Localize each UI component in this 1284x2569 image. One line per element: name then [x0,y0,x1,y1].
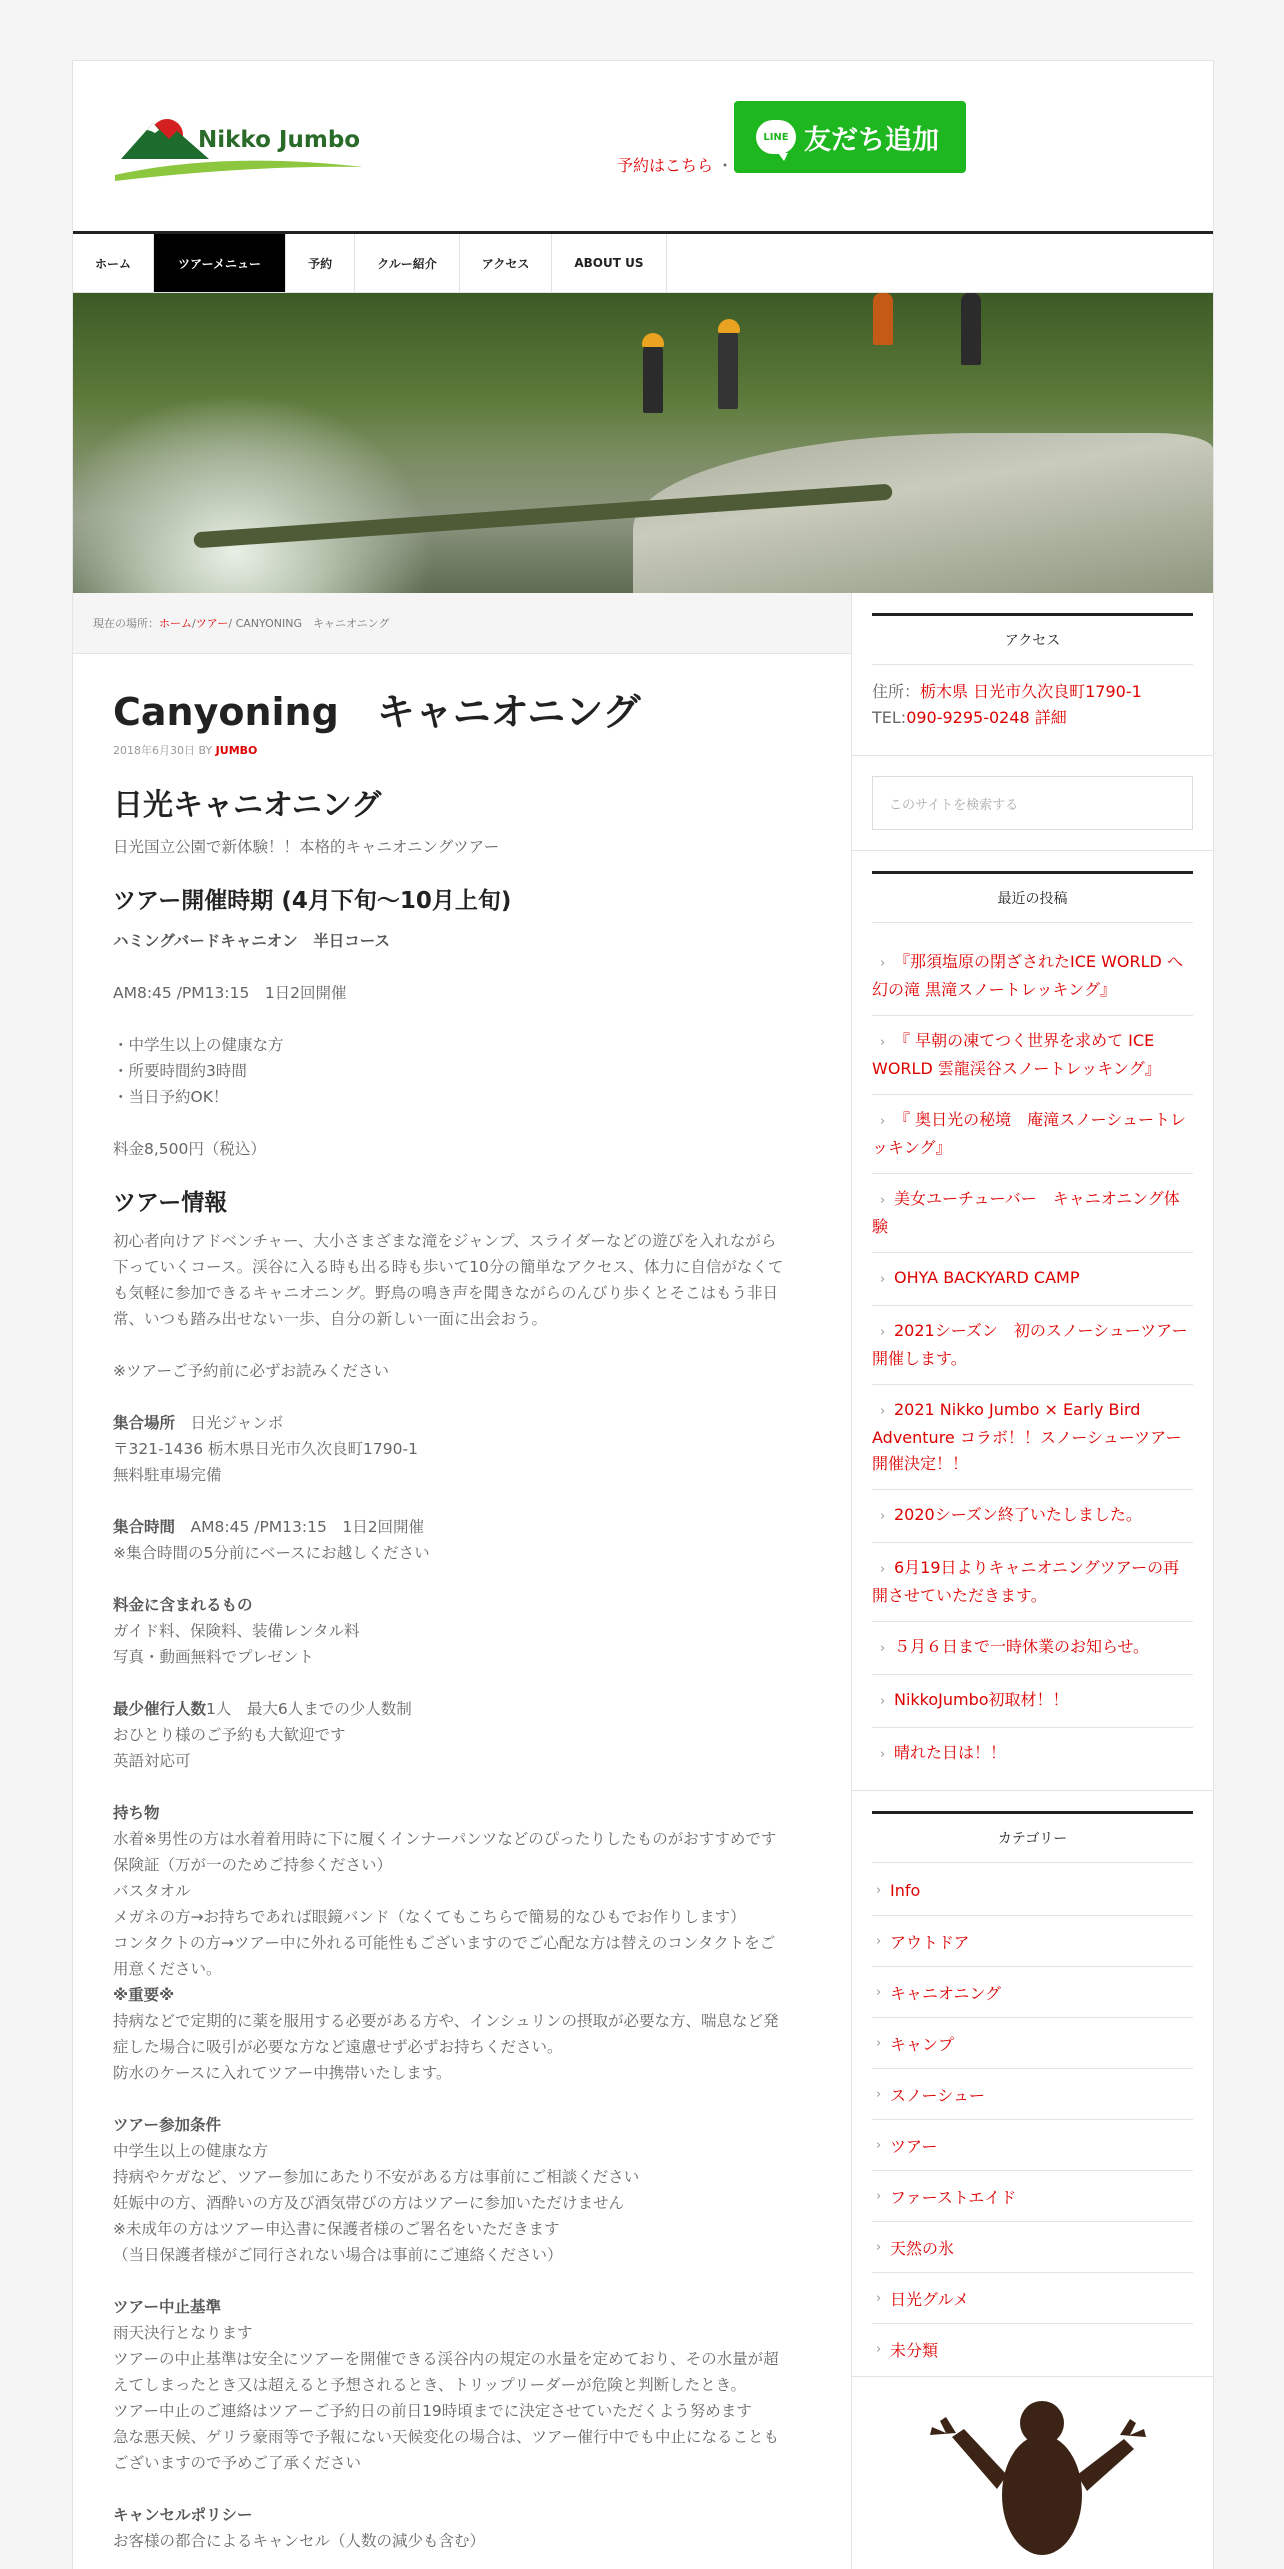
recent-post-title[interactable]: 2021シーズン 初のスノーシューツアー開催します。 [872,1321,1188,1368]
nav-item-home[interactable]: ホーム [73,234,154,292]
access-widget [852,593,1213,756]
hero-person [718,329,738,409]
chevron-right-icon: › [880,1562,886,1577]
tel-link[interactable]: 090-9295-0248 [906,708,1030,727]
meeting-place-line [113,1410,811,1436]
min-participants-line [113,1696,811,1722]
mascot-jumping-person-icon [852,2377,1213,2569]
cancel-criteria-text: 急な悪天候、ゲリラ豪雨等で予報にない天候変化の場合は、ツアー催行中でも中止になることも [113,2428,780,2446]
cancel-criteria-text: ツアーの中止基準は安全にツアーを開催できる渓谷内の規定の水量を定めており、その水量が超 [113,2350,779,2368]
course-name: ハミングバードキャニオン 半日コース [113,932,390,950]
nav-item-tour-menu[interactable]: ツアーメニュー [154,234,286,292]
cancel-criteria-label: ツアー中止基準 [113,2298,222,2316]
widget-title: アクセス [872,613,1193,665]
bring-text: 保険証（万が一のためご持参ください） [113,1856,393,1874]
category-label[interactable]: 未分類 [890,2340,939,2360]
recent-post-title[interactable]: 『 早朝の凍てつく世界を求めて ICE WORLD 雲龍渓谷スノートレッキング』 [872,1031,1161,1078]
chevron-right-icon: › [876,2188,882,2204]
cancel-criteria-text: えてしまったとき又は超えると予想されるとき、トリップリーダーが危険と判断したとき。 [113,2376,747,2394]
condition-text: ・当日予約OK！ [113,1088,229,1106]
access-tel [872,705,1193,731]
cancel-criteria-text: ございますので予めご了承ください [113,2454,362,2472]
nav-item-reservation[interactable]: 予約 [286,234,355,292]
cancel-policy-text: お客様の都合によるキャンセル（人数の減少も含む） [113,2532,486,2550]
hero-helmet [718,319,740,333]
recent-post-link[interactable] [872,1306,1193,1385]
important-label: ※重要※ [113,1986,175,2004]
sidebar [852,593,1213,2569]
meeting-time-label: 集合時間 [113,1518,176,1536]
recent-post-link[interactable] [872,1675,1193,1728]
section-heading: 日光キャニオニング [113,788,382,823]
description-text: 下っていくコース。渓谷に入る時も出る時も歩いて10分の簡単なアクセス、体力に自信がなくて [113,1258,784,1276]
access-address [872,679,1193,705]
recent-post-title[interactable]: OHYA BACKYARD CAMP [894,1268,1080,1287]
hero-image [73,293,1213,593]
recent-post-title[interactable]: 2021 Nikko Jumbo × Early Bird Adventure コラボ！！スノーシューツアー開催決定！！ [872,1400,1182,1473]
main-content [73,593,852,2569]
category-link[interactable] [872,1916,1193,1967]
chevron-right-icon: › [880,1272,886,1287]
page-wrapper [72,60,1214,2569]
hero-person [643,343,663,413]
hero-rocks [633,433,1213,593]
search-input[interactable]: このサイトを検索する [872,776,1193,830]
category-link[interactable] [872,2069,1193,2120]
chevron-right-icon: › [880,1747,886,1762]
category-link[interactable] [872,1865,1193,1916]
address-text: 〒321-1436 栃木県日光市久次良町1790-1 [113,1440,418,1458]
cancel-criteria-text: 雨天決行となります [113,2324,253,2342]
chevron-right-icon: › [880,1114,886,1129]
widget-title: 最近の投稿 [872,871,1193,923]
intro-text: 日光国立公園で新体験！！本格的キャニオニングツアー [113,838,500,856]
bring-text: コンタクトの方→ツアー中に外れる可能性もございますのでご心配な方は替えのコンタクトをご [113,1934,776,1952]
description-text: 常、いつも踏み出せない一歩、自分の新しい一面に出会おう。 [113,1310,548,1328]
condition-text: ・所要時間約3時間 [113,1062,247,1080]
chevron-right-icon: › [880,1641,886,1656]
reserve-separator: ・ [717,156,734,175]
category-label[interactable]: ツアー [890,2136,938,2156]
recent-post-link[interactable] [872,1253,1193,1306]
min-participants-text: 英語対応可 [113,1752,191,1770]
recent-post-link[interactable] [872,1728,1193,1780]
category-link[interactable] [872,1967,1193,2018]
description-text: も気軽に参加できるキャニオニング。野鳥の鳴き声を聞きながらのんびり歩くとそこはもう非日 [113,1284,778,1302]
breadcrumb-tour-link[interactable]: ツアー [195,617,229,630]
bring-text: バスタオル [113,1882,191,1900]
hero-person [961,293,981,365]
recent-post-link[interactable] [872,1622,1193,1675]
post-by: BY [198,744,213,757]
recent-post-title[interactable]: 『 奥日光の秘境 庵滝スノーシュートレッキング』 [872,1110,1186,1157]
address-label: 住所： [872,682,921,701]
category-link[interactable] [872,2120,1193,2171]
requirements-label: ツアー参加条件 [113,2116,222,2134]
bring-text: メガネの方→お持ちであれば眼鏡バンド（なくてもこちらで簡易的なひもでお作りします） [113,1908,746,1926]
recent-post-title[interactable]: 晴れた日は！！ [894,1743,1007,1762]
category-link[interactable] [872,2171,1193,2222]
article [73,654,851,2554]
bring-text: 用意ください。 [113,1960,222,1978]
min-participants-label: 最少催行人数 [113,1700,207,1718]
category-label[interactable]: Info [890,1880,921,1900]
site-header [73,61,1213,234]
important-text: 防水のケースに入れてツアー中携帯いたします。 [113,2064,452,2082]
recent-post-link[interactable] [872,1543,1193,1622]
chevron-right-icon: › [876,2290,882,2306]
category-link[interactable] [872,2018,1193,2069]
bring-text: 水着※男性の方は水着着用時に下に履くインナーパンツなどのぴったりしたものがおすすめです [113,1830,777,1848]
min-participants-value: 1人 最大6人までの少人数制 [206,1700,412,1718]
chevron-right-icon: › [880,1193,886,1208]
main-nav [73,234,1213,293]
condition-text: ・中学生以上の健康な方 [113,1036,284,1054]
meeting-time-line [113,1514,811,1540]
requirements-text: 持病やケガなど、ツアー参加にあたり不安がある方は事前にご相談ください [113,2168,640,2186]
included-text: ガイド料、保険料、装備レンタル料 [113,1622,360,1640]
recent-post-title[interactable]: 美女ユーチューバー キャニオニング体験 [872,1189,1180,1236]
breadcrumb-home-link[interactable]: ホーム [159,617,192,630]
nav-item-about[interactable]: ABOUT US [552,234,666,292]
requirements-text: 妊娠中の方、酒酔いの方及び酒気帯びの方はツアーに参加いただけません [113,2194,625,2212]
hero-waterfall [73,393,433,593]
breadcrumb [73,593,851,654]
recent-post-link[interactable] [872,1385,1193,1490]
chevron-right-icon: › [876,2239,882,2255]
chevron-right-icon: › [876,2137,882,2153]
breadcrumb-separator: / [192,616,196,630]
requirements-text: 中学生以上の健康な方 [113,2142,269,2160]
recent-post-title[interactable]: NikkoJumbo初取材！！ [894,1690,1069,1709]
post-meta [113,742,811,758]
included-label: 料金に含まれるもの [113,1596,253,1614]
requirements-text: ※未成年の方はツアー申込書に保護者様のご署名をいただきます [113,2220,560,2238]
categories-widget [852,1791,1213,2377]
address-link[interactable]: 栃木県 日光市久次良町1790-1 [920,682,1142,701]
nav-item-access[interactable]: アクセス [460,234,553,292]
category-label[interactable]: ファーストエイド [890,2187,1017,2207]
bring-label: 持ち物 [113,1804,160,1822]
min-participants-text: おひとり様のご予約も大歓迎です [113,1726,346,1744]
line-add-friend-button[interactable] [734,101,966,173]
meeting-place-value: 日光ジャンボ [175,1414,284,1432]
chevron-right-icon: › [876,1984,882,2000]
mascot-image [852,2377,1213,2569]
category-label[interactable]: キャニオニング [890,1983,1002,2003]
chevron-right-icon: › [876,2341,882,2357]
category-link[interactable] [872,2324,1193,2374]
chevron-right-icon: › [880,1035,886,1050]
meeting-time-value: AM8:45 /PM13:15 1日2回開催 [175,1518,425,1536]
post-author-link[interactable]: JUMBO [215,744,258,757]
line-button-label: 友だち追加 [804,124,939,156]
recent-posts-widget [852,851,1213,1791]
section-heading: ツアー開催時期 (4月下旬～10月上旬) [113,888,512,914]
cancel-criteria-text: ツアー中止のご連絡はツアーご予約日の前日19時頃までに決定させていただくよう努めます [113,2402,752,2420]
chevron-right-icon: › [876,1882,882,1898]
recent-post-link[interactable] [872,1490,1193,1543]
category-label[interactable]: 日光グルメ [890,2289,970,2309]
meeting-place-label: 集合場所 [113,1414,176,1432]
requirements-text: （当日保護者様がご同行されない場合は事前にご連絡ください） [113,2246,563,2264]
chevron-right-icon: › [880,1509,886,1524]
category-label[interactable]: アウトドア [890,1932,970,1952]
recent-post-link[interactable] [872,1174,1193,1253]
category-link[interactable] [872,2222,1193,2273]
breadcrumb-current: / CANYONING キャニオニング [228,617,390,630]
chevron-right-icon: › [880,956,886,971]
site-logo[interactable] [113,113,363,191]
notice-text: ※ツアーご予約前に必ずお読みください [113,1362,390,1380]
important-text: 症した場合に吸引が必要な方など遠慮せず必ずお持ちください。 [113,2038,563,2056]
chevron-right-icon: › [876,1933,882,1949]
description-text: 初心者向けアドベンチャー、大小さまざまな滝をジャンプ、スライダーなどの遊びを入れながら [113,1232,777,1250]
chevron-right-icon: › [876,2086,882,2102]
reserve-area [617,153,733,176]
post-date: 2018年6月30日 [113,744,195,757]
cancel-policy-label: キャンセルポリシー [113,2506,253,2524]
recent-post-title[interactable]: ５月６日まで一時休業のお知らせ。 [894,1637,1150,1656]
category-link[interactable] [872,2273,1193,2324]
nav-item-crew[interactable]: クルー紹介 [355,234,460,292]
reserve-link[interactable]: 予約はこちら [617,156,714,175]
recent-post-title[interactable]: 6月19日よりキャニオニングツアーの再開させていただきます。 [872,1558,1180,1605]
line-icon: LINE [756,120,796,154]
chevron-right-icon: › [880,1325,886,1340]
logo-text: Nikko Jumbo [198,127,361,153]
recent-post-link[interactable] [872,1016,1193,1095]
page-title: Canyoning キャニオニング [113,690,641,734]
meeting-time-note: ※集合時間の5分前にベースにお越しください [113,1544,430,1562]
tel-label: TEL: [872,708,907,727]
chevron-right-icon: › [880,1404,886,1419]
chevron-right-icon: › [876,2035,882,2051]
breadcrumb-prefix: 現在の場所： [93,617,159,630]
category-label[interactable]: キャンプ [890,2034,955,2054]
category-label[interactable]: スノーシュー [890,2085,985,2105]
hero-person [873,293,893,345]
schedule-text: AM8:45 /PM13:15 1日2回開催 [113,984,347,1002]
parking-text: 無料駐車場完備 [113,1466,222,1484]
important-text: 持病などで定期的に薬を服用する必要がある方や、インシュリンの摂取が必要な方、喘息など発 [113,2012,779,2030]
recent-post-title[interactable]: 『那須塩原の閉ざされたICE WORLD へ幻の滝 黒滝スノートレッキング』 [872,952,1183,999]
recent-post-link[interactable] [872,1095,1193,1174]
recent-post-link[interactable] [872,937,1193,1016]
category-label[interactable]: 天然の氷 [890,2238,955,2258]
detail-link[interactable]: 詳細 [1029,708,1067,727]
section-heading: ツアー情報 [113,1190,228,1216]
hero-helmet [642,333,664,347]
recent-post-title[interactable]: 2020シーズン終了いたしました。 [894,1505,1142,1524]
included-text: 写真・動画無料でプレゼント [113,1648,314,1666]
search-widget [852,756,1213,851]
price-text: 料金8,500円（税込） [113,1140,266,1158]
chevron-right-icon: › [880,1694,886,1709]
widget-title: カテゴリー [872,1811,1193,1863]
